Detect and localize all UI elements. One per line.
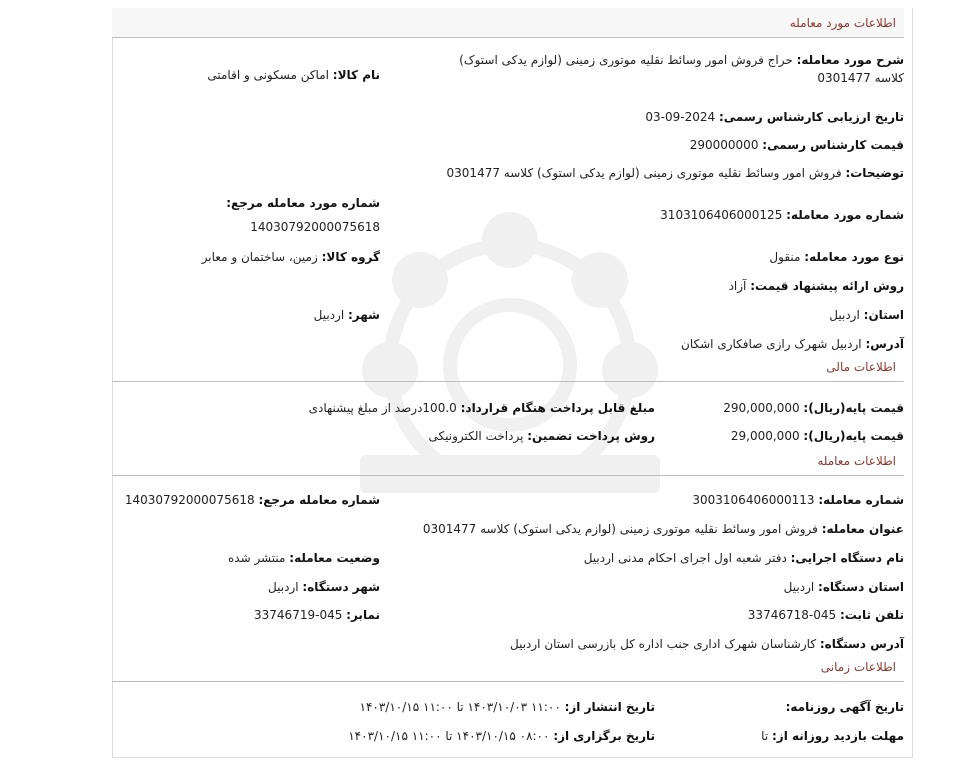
hold-date-label: تاریخ برگزاری از: [553, 729, 655, 743]
offer-method-label: روش ارائه پیشنهاد قیمت: [750, 279, 904, 293]
deal-description [434, 51, 904, 87]
agency-city-value: اردبیل [268, 580, 299, 594]
goods-name [207, 66, 380, 84]
visit-window [761, 727, 904, 745]
expert-price-value: 290000000 [689, 138, 759, 152]
section-header-deal-info: اطلاعات مورد معامله [112, 8, 904, 38]
offer-method-value: آزاد [728, 279, 747, 293]
section-header-time: اطلاعات زمانی [112, 652, 904, 682]
publish-date-value: ۱۱:۰۰ ۱۴۰۳/۱۰/۰۳ تا ۱۱:۰۰ ۱۴۰۳/۱۰/۱۵ [359, 700, 561, 714]
deposit-label: قیمت پایه(ریال): [803, 429, 904, 443]
agency-province-label: استان دستگاه: [818, 580, 904, 594]
agency-name [584, 549, 904, 567]
base-price [723, 399, 904, 417]
guarantee-label: روش پرداخت تضمین: [527, 429, 655, 443]
visit-window-value: تا [761, 729, 769, 743]
address-label: آدرس: [865, 337, 904, 351]
agency-city-label: شهر دستگاه: [302, 580, 380, 594]
transaction-number [692, 491, 904, 509]
payable-value: 100.0درصد از مبلغ پیشنهادی [308, 401, 457, 415]
deal-notes-value: فروش امور وسائط نقلیه موتوری زمینی (لوازم یدکی استوک) کلاسه 0301477 [446, 166, 842, 180]
agency-city [268, 578, 380, 596]
goods-group-label: گروه کالا: [321, 250, 380, 264]
agency-address-value: کارشناسان شهرک اداری جنب اداره کل بازرسی استان اردبیل [509, 637, 817, 651]
transaction-ref-label: شماره معامله مرجع: [258, 493, 380, 507]
base-price-label: قیمت پایه(ریال): [803, 401, 904, 415]
deal-notes [447, 164, 904, 182]
goods-group-value: زمین، ساختمان و معابر [201, 250, 318, 264]
deal-type-label: نوع مورد معامله: [804, 250, 904, 264]
ref-number-value: 14030792000075618 [250, 220, 380, 234]
agency-name-label: نام دستگاه اجرایی: [790, 551, 904, 565]
agency-phone-label: تلفن ثابت: [839, 608, 904, 622]
city-label: شهر: [348, 308, 380, 322]
publish-date [360, 698, 655, 716]
province-value: اردبیل [829, 308, 860, 322]
publish-date-label: تاریخ انتشار از: [564, 700, 655, 714]
deal-description-label: شرح مورد معامله: [796, 53, 904, 67]
deal-type [769, 248, 904, 266]
transaction-status [228, 549, 380, 567]
appraisal-date-value: 2024-09-03 [645, 110, 716, 124]
expert-price-label: قیمت کارشناس رسمی: [762, 138, 904, 152]
goods-group [202, 248, 380, 266]
transaction-title-value: فروش امور وسائط نقلیه موتوری زمینی (لوازم یدکی استوک) کلاسه 0301477 [422, 522, 818, 536]
guarantee-value: پرداخت الکترونیکی [428, 429, 524, 443]
item-number [660, 206, 904, 224]
hold-date [348, 727, 655, 745]
deposit-price [731, 427, 904, 445]
goods-name-value: اماکن مسکونی و اقامتی [207, 68, 329, 82]
transaction-number-value: 3003106406000113 [692, 493, 815, 507]
item-number-value: 3103106406000125 [660, 208, 783, 222]
section-header-transaction: اطلاعات معامله [112, 446, 904, 476]
address-value: اردبیل شهرک رازی صافکاری اشکان [681, 337, 862, 351]
appraisal-date-label: تاریخ ارزیابی کارشناس رسمی: [718, 110, 904, 124]
city-value: اردبیل [313, 308, 345, 322]
agency-fax-label: نمابر: [346, 608, 380, 622]
agency-fax-value: 045-33746719 [254, 608, 343, 622]
agency-province-value: اردبیل [783, 580, 815, 594]
payable-amount [309, 399, 655, 417]
newspaper-date [786, 698, 904, 716]
expert-price [690, 136, 904, 154]
transaction-status-value: منتشر شده [227, 551, 286, 565]
agency-address [510, 635, 904, 653]
hold-date-value: ۰۸:۰۰ ۱۴۰۳/۱۰/۱۵ تا ۱۱:۰۰ ۱۴۰۳/۱۰/۱۵ [348, 729, 550, 743]
province-label: استان: [863, 308, 904, 322]
transaction-ref-value: 14030792000075618 [124, 493, 255, 507]
city [314, 306, 380, 324]
agency-province [784, 578, 904, 596]
ref-number-value-row [250, 218, 380, 236]
agency-address-label: آدرس دستگاه: [819, 637, 904, 651]
section-header-financial: اطلاعات مالی [112, 352, 904, 382]
agency-fax [254, 606, 380, 624]
address [681, 335, 904, 353]
deal-description-value: حراج فروش امور وسائط نقلیه موتوری زمینی (لوازم یدکی استوک) کلاسه 0301477 [459, 53, 904, 85]
base-price-value: 290,000,000 [723, 401, 800, 415]
visit-window-label: مهلت بازدید روزانه از: [772, 729, 904, 743]
province [829, 306, 904, 324]
transaction-ref [125, 491, 380, 509]
newspaper-date-label: تاریخ آگهی روزنامه: [785, 700, 904, 714]
agency-phone-value: 045-33746718 [747, 608, 837, 622]
deposit-value: 29,000,000 [730, 429, 800, 443]
item-number-label: شماره مورد معامله: [786, 208, 904, 222]
agency-name-value: دفتر شعبه اول اجرای احکام مدنی اردبیل [583, 551, 787, 565]
guarantee-method [429, 427, 655, 445]
ref-number-label: شماره مورد معامله مرجع: [226, 196, 380, 210]
agency-phone [748, 606, 904, 624]
transaction-status-label: وضعیت معامله: [289, 551, 380, 565]
offer-method [729, 277, 904, 295]
transaction-title [423, 520, 904, 538]
ref-number [226, 194, 380, 212]
deal-type-value: منقول [769, 250, 801, 264]
transaction-number-label: شماره معامله: [818, 493, 904, 507]
payable-label: مبلغ قابل پرداخت هنگام قرارداد: [460, 401, 655, 415]
deal-notes-label: توضیحات: [845, 166, 904, 180]
transaction-title-label: عنوان معامله: [821, 522, 904, 536]
appraisal-date [645, 108, 904, 126]
goods-name-label: نام کالا: [332, 68, 380, 82]
